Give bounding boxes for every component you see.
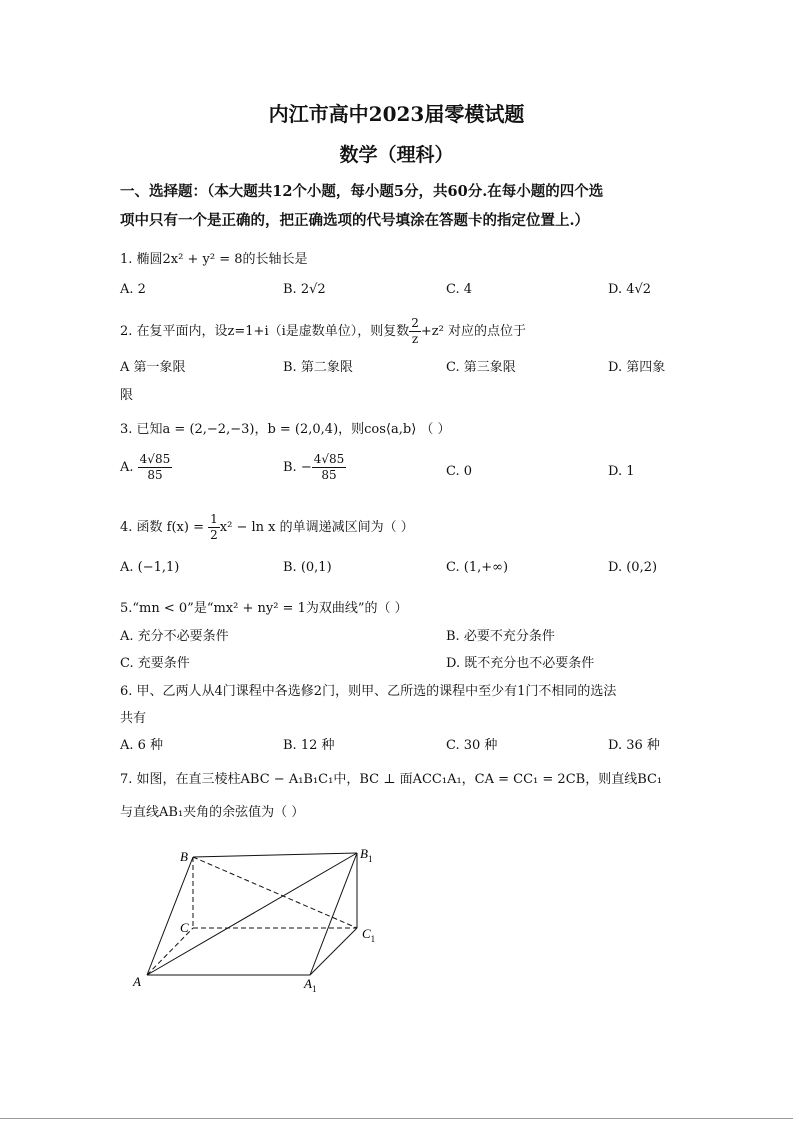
q3-a-label: A. [120, 460, 134, 475]
q1-option-d: D. 4√2 [608, 282, 652, 297]
q5-option-a: A. 充分不必要条件 [120, 629, 229, 644]
q4-stem-post: x² − ln x 的单调递减区间为（ ） [219, 520, 414, 535]
q2-stem-post: +z² 对应的点位于 [420, 324, 526, 339]
question-1-stem: 1. 椭圆2x² + y² = 8的长轴长是 [120, 252, 308, 267]
question-6-stem: 6. 甲、乙两人从4门课程中各选修2门，则甲、乙所选的课程中至少有1门不相同的选法 [120, 684, 617, 699]
edge-bb1 [193, 853, 357, 857]
q2-option-a: A 第一象限 [120, 360, 186, 375]
edge-b1a1 [310, 853, 357, 975]
question-3-stem: 3. 已知a = (2,−2,−3)，b = (2,0,4)，则cos⟨a,b⟩ （ ） [120, 422, 451, 437]
q4-option-c: C. (1,+∞) [446, 560, 509, 575]
q4-option-b: B. (0,1) [283, 560, 332, 575]
q3-b-num: 4√85 [313, 452, 345, 466]
q3-b-label: B. − [283, 460, 312, 475]
question-7-wrap: 与直线AB₁夹角的余弦值为（ ） [120, 805, 305, 820]
q4-stem-pre: 4. 函数 f(x) = [120, 520, 209, 535]
page-title: 内江市高中2023届零模试题 [268, 102, 525, 126]
q1-option-c: C. 4 [446, 282, 473, 297]
question-6-wrap: 共有 [120, 711, 147, 726]
q4-frac-num: 1 [210, 512, 218, 526]
q6-option-c: C. 30 种 [446, 738, 498, 753]
edge-ab [147, 857, 193, 975]
q4-frac-den: 2 [210, 528, 218, 542]
q1-option-a: A. 2 [120, 282, 146, 297]
section-heading-line1: 一、选择题：（本大题共12个小题，每小题5分，共60分.在每小题的四个选 [120, 183, 604, 200]
q2-frac-num: 2 [411, 316, 419, 330]
q4-option-d: D. (0,2) [608, 560, 658, 575]
q3-a-num: 4√85 [139, 452, 171, 466]
q3-option-d: D. 1 [608, 464, 635, 479]
q1-option-b: B. 2√2 [283, 282, 326, 297]
q5-option-b: B. 必要不充分条件 [446, 629, 555, 644]
q2-option-d-wrap: 限 [120, 388, 134, 403]
q2-frac-den: z [411, 332, 419, 346]
label-b1: $B_1$ [360, 846, 373, 864]
page-subtitle: 数学（理科） [339, 144, 454, 166]
section-heading-line2: 项中只有一个是正确的，把正确选项的代号填涂在答题卡的指定位置上.） [120, 212, 590, 229]
q2-option-d: D. 第四象 [608, 360, 666, 375]
q2-option-b: B. 第二象限 [283, 360, 353, 375]
label-a: A [133, 974, 141, 989]
q2-option-c: C. 第三象限 [446, 360, 516, 375]
label-c1: $C_1$ [362, 926, 376, 944]
q3-a-den: 85 [147, 468, 163, 482]
label-a1: $A_1$ [304, 976, 317, 994]
q6-option-a: A. 6 种 [120, 738, 164, 753]
q6-option-d: D. 36 种 [608, 738, 660, 753]
edge-c1a1 [310, 928, 357, 975]
question-7-stem: 7. 如图，在直三棱柱ABC − A₁B₁C₁中，BC ⊥ 面ACC₁A₁，CA = CC₁ = 2CB，则直线BC₁ [120, 772, 663, 787]
q2-stem-pre: 2. 在复平面内，设z=1+i（i是虚数单位），则复数 [120, 324, 410, 339]
question-5-stem: 5.“mn < 0”是“mx² + ny² = 1为双曲线”的（ ） [120, 601, 408, 616]
label-c: C [180, 920, 189, 935]
q6-option-b: B. 12 种 [283, 738, 335, 753]
edge-ac [147, 928, 193, 975]
q5-option-c: C. 充要条件 [120, 656, 190, 671]
page-bottom-border [0, 1118, 793, 1119]
label-b: B [180, 849, 188, 864]
q5-option-d: D. 既不充分也不必要条件 [446, 656, 595, 671]
q3-b-den: 85 [321, 468, 337, 482]
q4-option-a: A. (−1,1) [120, 560, 180, 575]
q3-option-c: C. 0 [446, 464, 473, 479]
